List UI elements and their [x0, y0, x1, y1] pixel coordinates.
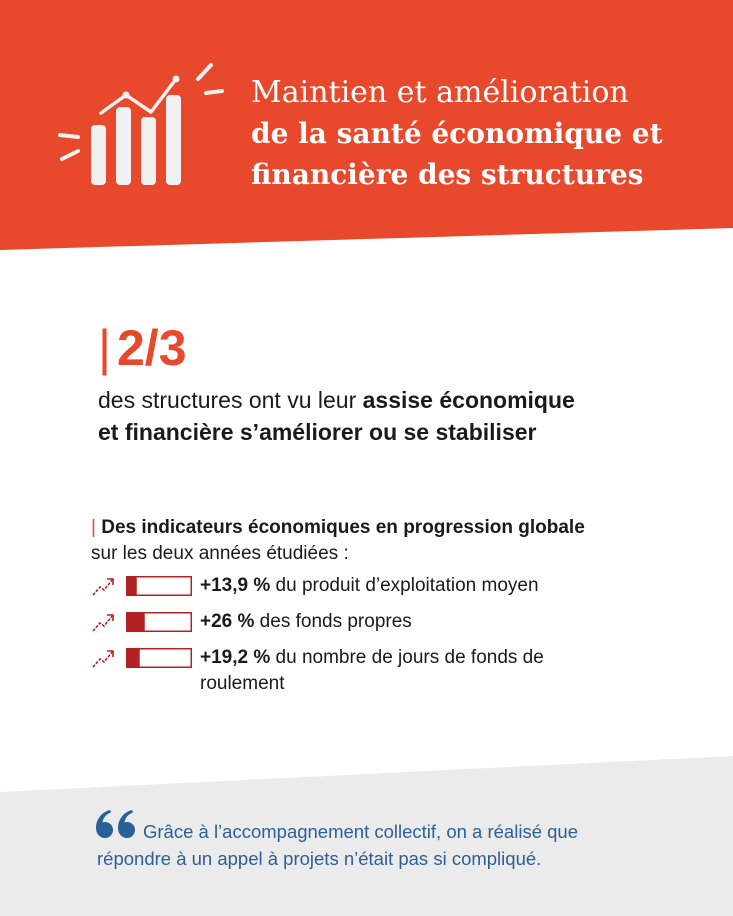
indicators-title-text: Des indicateurs économiques en progression globale: [101, 517, 585, 538]
header-title-line-2: de la santé économique et: [251, 117, 663, 150]
indicator-text: [200, 609, 640, 635]
header-title-line-1: Maintien et amélioration: [251, 75, 629, 110]
trend-up-icon: [91, 573, 117, 599]
stat-desc-bold-2: et financière s’améliorer ou se stabiliser: [98, 419, 537, 445]
stat-bar-mark: |: [98, 320, 111, 376]
progress-gauge: [126, 648, 192, 668]
indicators-subtitle: sur les deux années étudiées :: [91, 543, 349, 564]
indicators-section: [91, 515, 711, 705]
stat-desc-bold-1: assise économique: [362, 387, 575, 413]
stat-desc-plain: des structures ont vu leur: [98, 387, 363, 413]
stat-value: [98, 322, 698, 374]
indicator-text: [200, 645, 600, 697]
indicator-text: [200, 573, 640, 599]
trend-up-icon: [91, 609, 117, 635]
stat-description: [98, 384, 698, 448]
indicator-label: du produit d’exploitation moyen: [270, 575, 539, 596]
progress-gauge: [126, 576, 192, 596]
indicator-row: [91, 607, 711, 643]
indicator-label: des fonds propres: [254, 611, 412, 632]
indicator-value: +19,2 %: [200, 647, 271, 668]
indicator-row: [91, 643, 711, 705]
indicators-title: [91, 515, 711, 541]
header-title-line-3: financière des structures: [251, 158, 644, 191]
indicator-label: du nombre de jours de fonds de roulement: [200, 647, 544, 694]
header-title: [251, 72, 721, 195]
bar-chart-growth-icon: [48, 55, 238, 195]
indicators-bar-mark: |: [91, 517, 96, 538]
trend-up-icon: [91, 645, 117, 671]
quote-text: Grâce à l’accompagnement collectif, on a réalisé que répondre à un appel à projets n’était pas si compliqué.: [97, 821, 578, 869]
indicator-value: +26 %: [200, 611, 255, 632]
key-stat: [98, 322, 698, 448]
stat-value-text: 2/3: [117, 320, 187, 376]
indicator-value: +13,9 %: [200, 575, 271, 596]
indicator-row: [91, 571, 711, 607]
progress-gauge: [126, 612, 192, 632]
